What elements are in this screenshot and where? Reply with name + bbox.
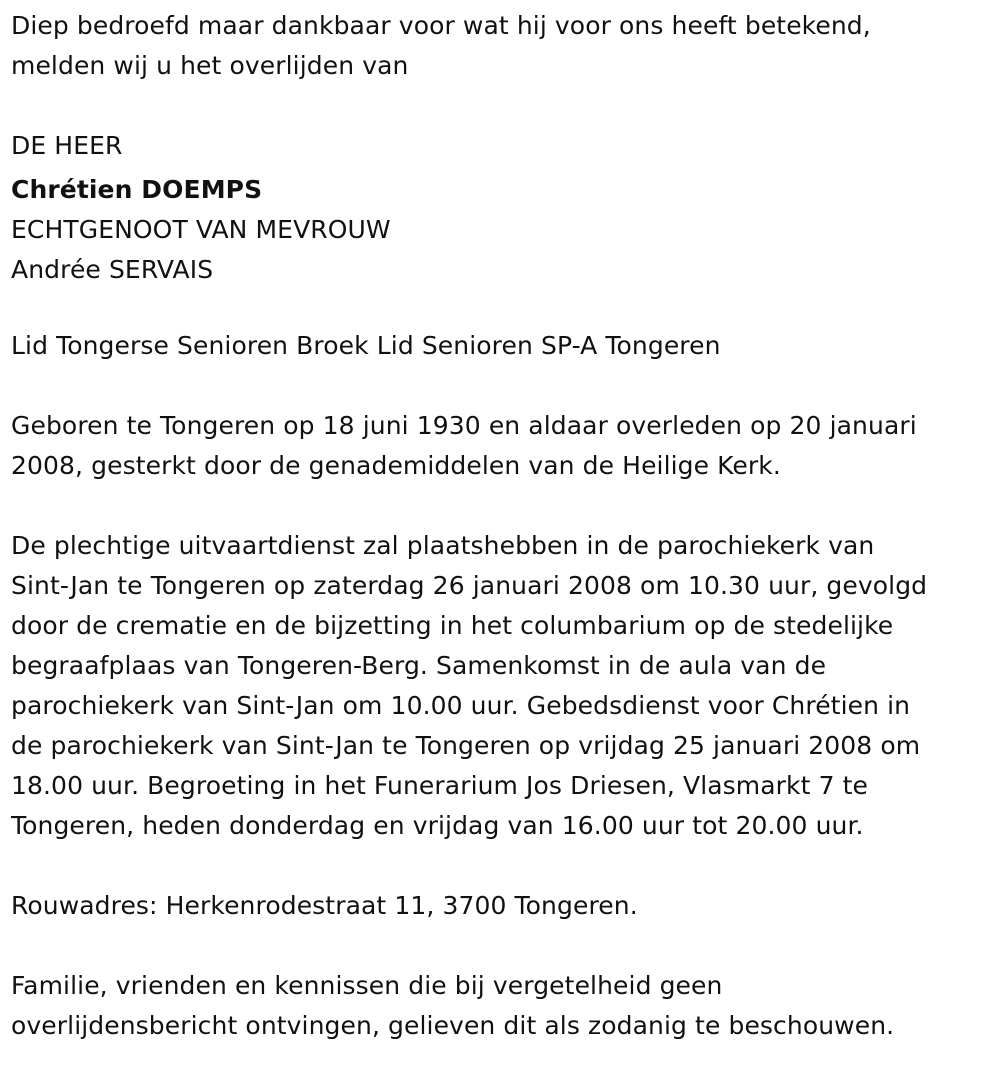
ceremony-line: begraafplaas van Tongeren-Berg. Samenkomst in de aula van de [11, 651, 827, 680]
address-paragraph [11, 886, 991, 926]
address-line: Rouwadres: Herkenrodestraat 11, 3700 Tongeren. [11, 891, 638, 920]
intro-paragraph [11, 6, 991, 86]
birth-death-line: Geboren te Tongeren op 18 juni 1930 en aldaar overleden op 20 januari [11, 411, 917, 440]
ceremony-line: 18.00 uur. Begroeting in het Funerarium Jos Driesen, Vlasmarkt 7 te [11, 771, 869, 800]
spouse-name: Andrée SERVAIS [11, 255, 214, 284]
closing-paragraph [11, 966, 991, 1046]
ceremony-line: Tongeren, heden donderdag en vrijdag van 16.00 uur tot 20.00 uur. [11, 811, 864, 840]
memberships-paragraph [11, 326, 991, 366]
ceremony-line: door de crematie en de bijzetting in het columbarium op de stedelijke [11, 611, 894, 640]
ceremony-line: Sint-Jan te Tongeren op zaterdag 26 januari 2008 om 10.30 uur, gevolgd [11, 571, 928, 600]
closing-line: Familie, vrienden en kennissen die bij vergetelheid geen [11, 971, 723, 1000]
deceased-name: Chrétien DOEMPS [11, 175, 263, 204]
deceased-block [11, 126, 991, 286]
birth-death-paragraph [11, 406, 991, 486]
intro-line: Diep bedroefd maar dankbaar voor wat hij voor ons heeft betekend, [11, 11, 871, 40]
memberships-line: Lid Tongerse Senioren Broek Lid Senioren SP-A Tongeren [11, 331, 721, 360]
birth-death-line: 2008, gesterkt door de genademiddelen van de Heilige Kerk. [11, 451, 781, 480]
ceremony-line: de parochiekerk van Sint-Jan te Tongeren op vrijdag 25 januari 2008 om [11, 731, 921, 760]
closing-line: overlijdensbericht ontvingen, gelieven dit als zodanig te beschouwen. [11, 1011, 895, 1040]
intro-line: melden wij u het overlijden van [11, 51, 409, 80]
spouse-label: ECHTGENOOT VAN MEVROUW [11, 215, 391, 244]
ceremony-line: parochiekerk van Sint-Jan om 10.00 uur. Gebedsdienst voor Chrétien in [11, 691, 911, 720]
death-notice [11, 6, 991, 1046]
ceremony-paragraph [11, 526, 991, 846]
ceremony-line: De plechtige uitvaartdienst zal plaatshebben in de parochiekerk van [11, 531, 875, 560]
honorific: DE HEER [11, 131, 123, 160]
